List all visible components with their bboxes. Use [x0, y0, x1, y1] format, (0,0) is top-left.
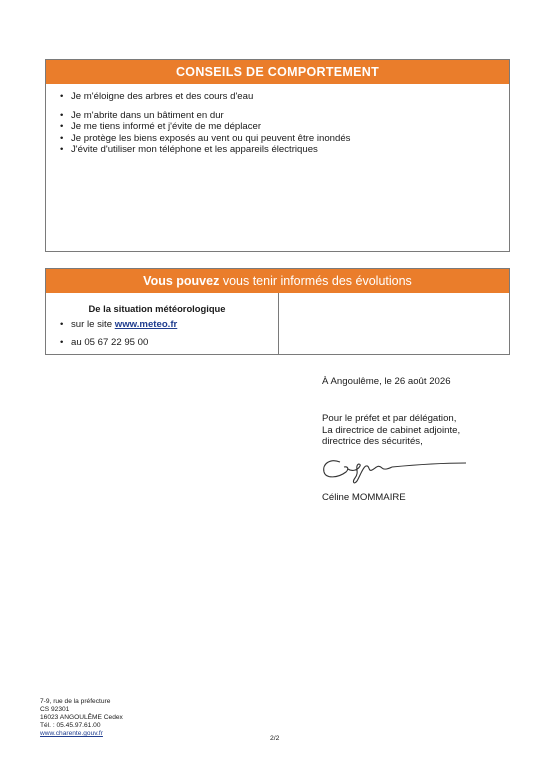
meteo-link[interactable]: www.meteo.fr	[114, 319, 178, 330]
address-line-1: 7-9, rue de la préfecture	[40, 698, 111, 705]
signatory-line-2: La directrice de cabinet adjointe,	[322, 424, 461, 436]
phone-item: • au 05 67 22 95 00	[46, 337, 278, 349]
info-title	[46, 269, 509, 293]
list-item: • Je m'éloigne des arbres et des cours d'eau	[46, 91, 509, 103]
info-title-rest: vous tenir informés des évolutions	[219, 274, 412, 288]
address-line-2: CS 92301	[40, 706, 70, 713]
weather-subtitle: De la situation météorologique	[88, 303, 226, 314]
info-title-bold: Vous pouvez	[143, 274, 220, 288]
list-item: • Je me tiens informé et j'évite de me déplacer	[46, 121, 509, 133]
address-line-3: 16023 ANGOULÊME Cedex	[40, 714, 123, 721]
handwritten-signature	[318, 452, 478, 488]
footer-address	[40, 698, 123, 738]
conseils-list	[46, 84, 509, 156]
list-item: • Je m'abrite dans un bâtiment en dur	[46, 110, 509, 122]
weather-info-cell	[46, 293, 279, 354]
website-prefix: sur le site	[71, 319, 115, 330]
weather-contact-list	[46, 319, 278, 348]
list-item: • J'évite d'utiliser mon téléphone et les appareils électriques	[46, 144, 509, 156]
signatory-line-1: Pour le préfet et par délégation,	[322, 413, 457, 424]
conseils-title: CONSEILS DE COMPORTEMENT	[46, 60, 509, 84]
website-item	[46, 319, 278, 331]
footer-phone: Tél. : 05.45.97.61.00	[40, 722, 101, 729]
footer-website-link[interactable]: www.charente.gouv.fr	[40, 730, 103, 737]
page-number: 2/2	[270, 735, 280, 742]
signatory-line-3: directrice des sécurités,	[322, 436, 423, 448]
place-date: À Angoulême, le 26 août 2026	[322, 376, 451, 387]
signature-block	[322, 413, 460, 448]
info-box	[45, 268, 510, 355]
conseils-box	[45, 59, 510, 252]
list-item: • Je protège les biens exposés au vent ou qui peuvent être inondés	[46, 133, 509, 145]
signatory-name: Céline MOMMAIRE	[322, 492, 406, 503]
